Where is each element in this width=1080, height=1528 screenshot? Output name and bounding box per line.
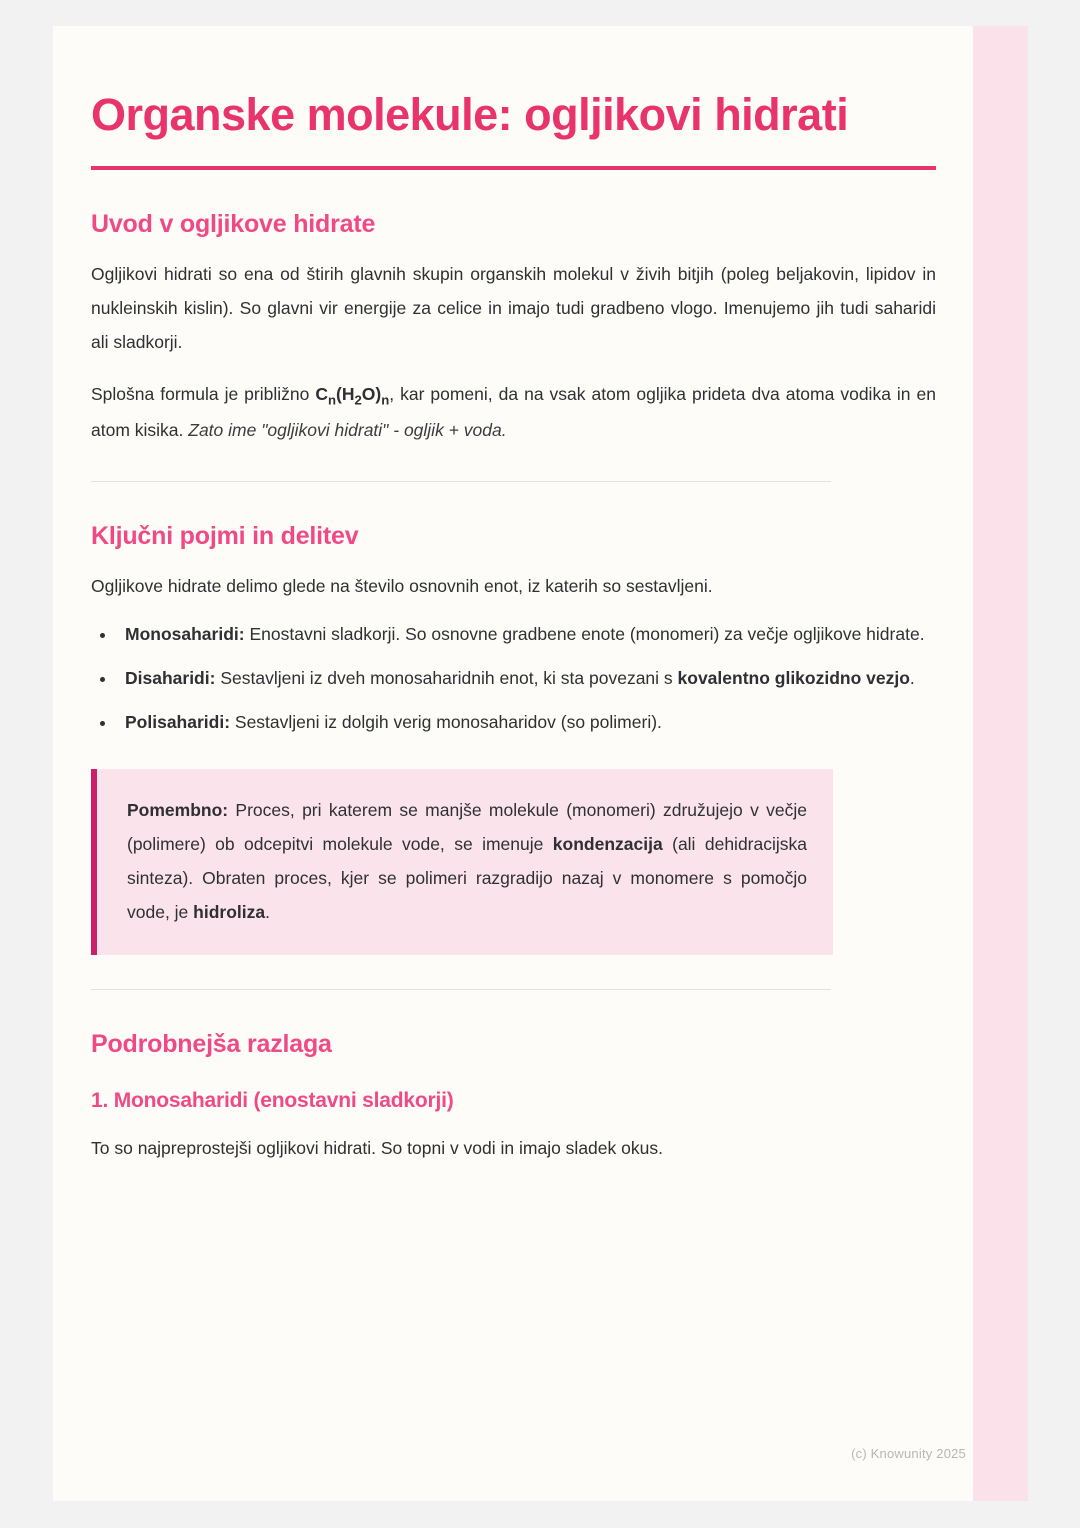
page-title: Organske molekule: ogljikovi hidrati <box>91 89 849 140</box>
list-item-text: Enostavni sladkorji. So osnovne gradbene enote (monomeri) za večje ogljikove hidrate. <box>244 624 925 645</box>
list-item-term: Disaharidi: <box>125 668 216 689</box>
section-heading-details: Podrobnejša razlaga <box>91 1030 332 1059</box>
title-divider <box>91 166 936 170</box>
chemical-formula: $C_n(H_2O)_n$ <box>315 383 390 408</box>
subsection-heading-monosaccharides: 1. Monosaharidi (enostavni sladkorji) <box>91 1089 454 1113</box>
watermark: (c) Knowunity 2025 <box>851 1446 966 1461</box>
list-item-text: Sestavljeni iz dolgih verig monosaharidov (so polimeri). <box>230 712 662 732</box>
list-item-tail-end: . <box>909 668 915 689</box>
intro-paragraph-1: Ogljikovi hidrati so ena od štirih glavnih skupin organskih molekul v živih bitjih (poleg beljakovin, lipidov in nukleinskih kislin). So glavni vir energije za celice in imajo tudi gradbeno vlogo. Imenujemo jih tudi saharidi ali sladkorji. <box>91 263 936 352</box>
list-item-text: Sestavljeni iz dveh monosaharidnih enot, ki sta povezani s <box>215 668 678 689</box>
callout-bold-2: hidroliza <box>193 902 266 923</box>
callout-text-1: Proces, pri katerem se manjše molekule (monomeri) združujejo v večje (polimere) ob odcepitvi molekule vode, se imenuje <box>127 799 807 854</box>
list-item-term: Polisaharidi: <box>125 712 231 732</box>
intro-paragraph-2 <box>91 377 936 447</box>
intro-p2-mid: , kar pomeni, da na vsak atom ogljika prideta dva atoma vodika in en atom kisika. <box>91 383 936 441</box>
list-item <box>117 619 962 651</box>
section-divider-2 <box>91 989 831 990</box>
important-callout <box>91 769 833 956</box>
intro-p2-italic: Zato ime "ogljikovi hidrati" - ogljik + voda. <box>188 420 507 441</box>
list-item-term: Monosaharidi: <box>125 624 245 645</box>
key-terms-paragraph: Ogljikove hidrate delimo glede na število osnovnih enot, iz katerih so sestavljeni. <box>91 576 713 597</box>
key-terms-list <box>91 619 962 739</box>
callout-text <box>127 793 807 930</box>
page-content <box>91 26 973 1501</box>
callout-text-2: (ali dehidracijska sinteza). Obraten proces, kjer se polimeri razgradijo nazaj v monomere s pomočjo vode, je <box>127 833 807 923</box>
details-paragraph-1: To so najpreprostejši ogljikovi hidrati. So topni v vodi in imajo sladek okus. <box>91 1138 663 1159</box>
page-edge-strip <box>973 26 1028 1501</box>
list-item <box>117 663 962 695</box>
section-heading-intro: Uvod v ogljikove hidrate <box>91 209 376 238</box>
intro-p2-pre: Splošna formula je približno <box>91 383 316 404</box>
section-divider-1 <box>91 481 831 482</box>
list-item-bold-tail: kovalentno glikozidno vezjo <box>677 668 910 689</box>
list-item <box>117 707 962 739</box>
section-heading-key-terms: Ključni pojmi in delitev <box>91 522 359 551</box>
document-page <box>53 26 1028 1501</box>
callout-label: Pomembno: <box>127 799 229 820</box>
callout-text-3: . <box>265 902 270 923</box>
callout-bold-1: kondenzacija <box>552 833 663 854</box>
